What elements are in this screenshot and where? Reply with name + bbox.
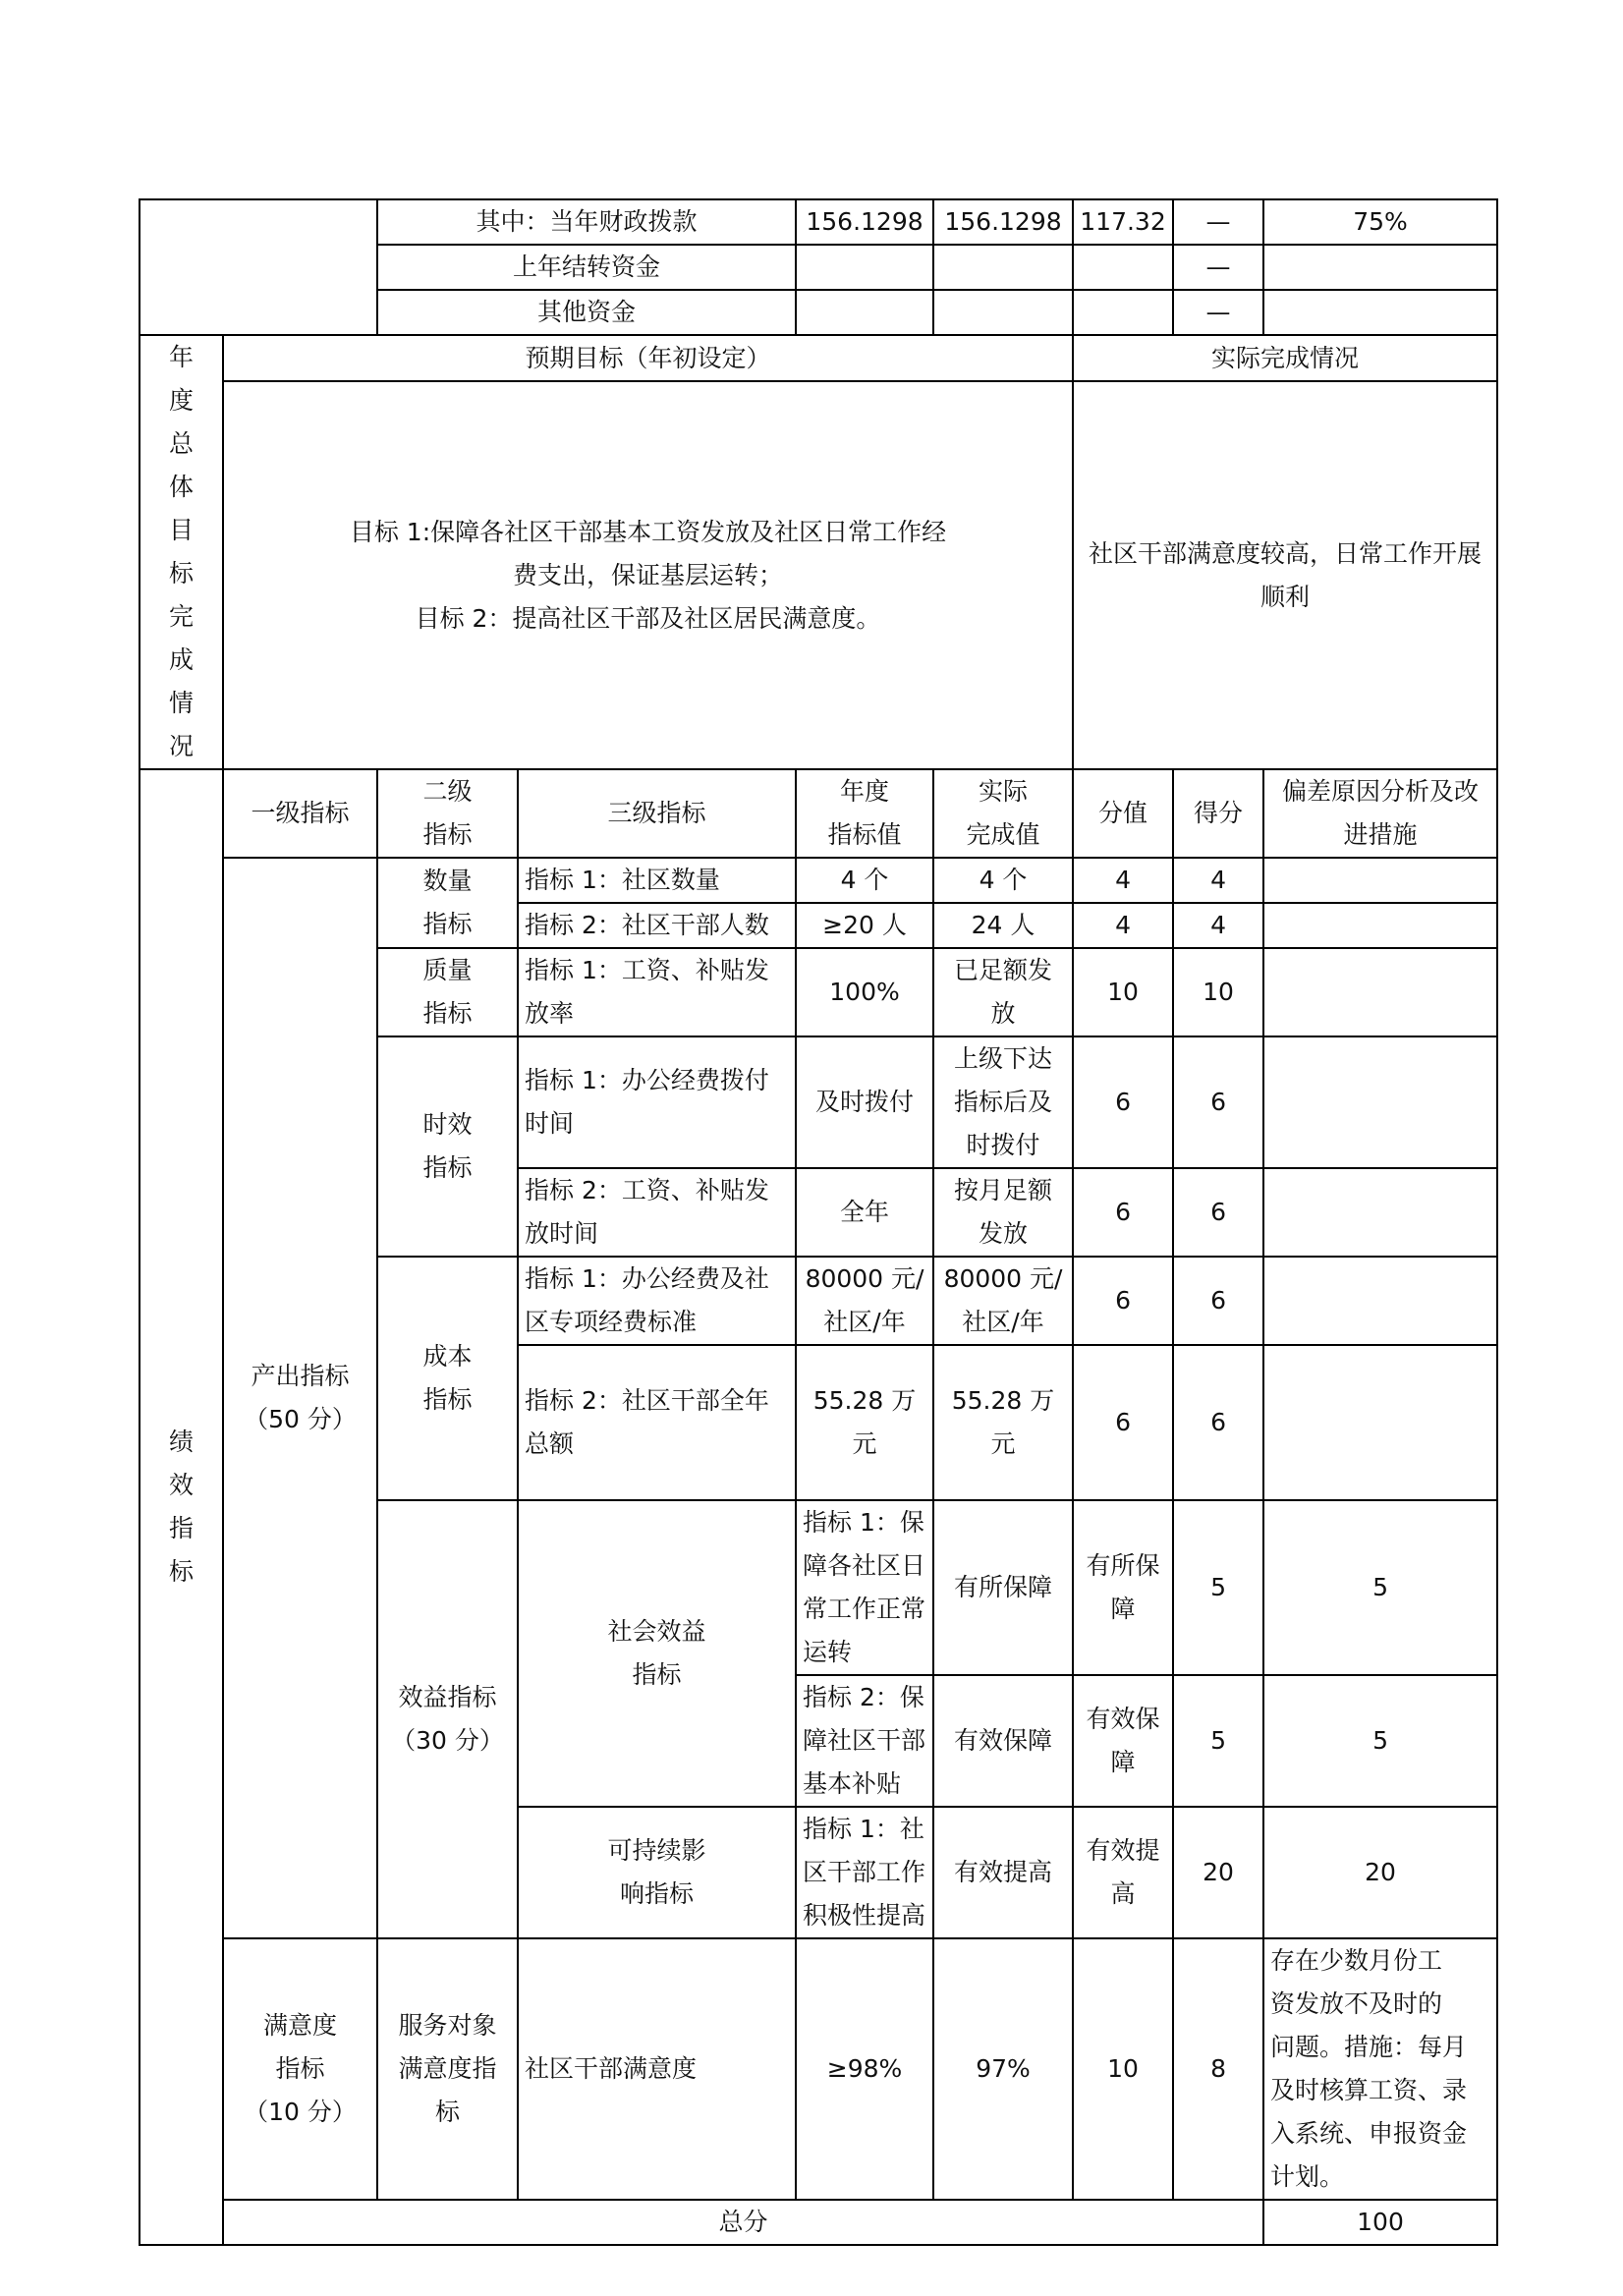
- indicator-actual: 55.28 万 元: [933, 1345, 1073, 1500]
- indicator-actual: 有所保障: [1073, 1500, 1173, 1675]
- table-row: [140, 858, 1497, 903]
- funding-row: [140, 199, 1497, 245]
- indicator-name: 指标 2：社区干部全年 总额: [518, 1345, 796, 1500]
- indicator-name: 指标 2：保障社区干部 基本补贴: [796, 1675, 933, 1807]
- indicator-target: 4 个: [796, 858, 933, 903]
- expected-goal-header: 预期目标（年初设定）: [223, 335, 1073, 381]
- social-benefit-label: 社会效益 指标: [518, 1500, 796, 1807]
- indicator-value: 6: [1073, 1168, 1173, 1257]
- indicator-target: 有效提高: [933, 1807, 1073, 1938]
- deviation-analysis: 存在少数月份工 资发放不及时的 问题。措施：每月 及时核算工资、录 入系统、申报资金 计划。: [1263, 1938, 1497, 2200]
- indicator-actual: 按月足额 发放: [933, 1168, 1073, 1257]
- indicator-value: 4: [1073, 858, 1173, 903]
- funding-cell: [1263, 290, 1497, 335]
- performance-table: [139, 198, 1498, 2246]
- indicator-deviation: [1263, 948, 1497, 1036]
- indicator-score: 4: [1173, 903, 1263, 948]
- indicator-deviation: [1263, 903, 1497, 948]
- indicator-target: 全年: [796, 1168, 933, 1257]
- indicator-actual: 24 人: [933, 903, 1073, 948]
- cost-indicator-label: 成本 指标: [377, 1257, 518, 1500]
- indicator-value: 10: [1073, 1938, 1173, 2200]
- indicator-deviation: [1263, 1257, 1497, 1345]
- performance-label: 绩 效 指 标: [140, 769, 223, 2245]
- indicator-name: 指标 1：社区数量: [518, 858, 796, 903]
- indicator-score: 4: [1173, 858, 1263, 903]
- header-level1: 一级指标: [223, 769, 377, 858]
- funding-cell: 117.32: [1073, 199, 1173, 245]
- indicator-value: 20: [1173, 1807, 1263, 1938]
- total-row: [140, 2200, 1497, 2245]
- indicator-score: 6: [1173, 1257, 1263, 1345]
- funding-cell: —: [1173, 290, 1263, 335]
- quantity-indicator-label: 数量 指标: [377, 858, 518, 948]
- indicator-actual: 4 个: [933, 858, 1073, 903]
- indicator-target: 有效保障: [933, 1675, 1073, 1807]
- indicator-score: 8: [1173, 1938, 1263, 2200]
- indicator-deviation: [1263, 858, 1497, 903]
- actual-completion-header: 实际完成情况: [1073, 335, 1497, 381]
- funding-cell: [796, 290, 933, 335]
- indicator-value: 5: [1173, 1675, 1263, 1807]
- header-actual-value: 实际 完成值: [933, 769, 1073, 858]
- quality-indicator-label: 质量 指标: [377, 948, 518, 1036]
- indicator-actual: 已足额发 放: [933, 948, 1073, 1036]
- indicator-header-row: [140, 769, 1497, 858]
- indicator-actual: 80000 元/ 社区/年: [933, 1257, 1073, 1345]
- indicator-value: 10: [1073, 948, 1173, 1036]
- funding-blank-cell: [140, 199, 377, 335]
- header-score: 得分: [1173, 769, 1263, 858]
- funding-cell: [1073, 245, 1173, 290]
- table-row: [140, 1938, 1497, 2200]
- indicator-name: 指标 2：工资、补贴发 放时间: [518, 1168, 796, 1257]
- indicator-actual: 97%: [933, 1938, 1073, 2200]
- indicator-value: 5: [1173, 1500, 1263, 1675]
- expected-goal-text: 目标 1:保障各社区干部基本工资发放及社区日常工作经 费支出，保证基层运转； 目标 2：提高社区干部及社区居民满意度。: [223, 381, 1073, 769]
- funding-label: 上年结转资金: [377, 245, 796, 290]
- indicator-score: 5: [1263, 1500, 1497, 1675]
- indicator-name: 指标 1：保障各社区日 常工作正常运转: [796, 1500, 933, 1675]
- header-score-value: 分值: [1073, 769, 1173, 858]
- indicator-target: ≥98%: [796, 1938, 933, 2200]
- indicator-value: 6: [1073, 1036, 1173, 1168]
- funding-cell: [796, 245, 933, 290]
- indicator-target: 55.28 万 元: [796, 1345, 933, 1500]
- indicator-name: 指标 1：工资、补贴发 放率: [518, 948, 796, 1036]
- indicator-score: 6: [1173, 1345, 1263, 1500]
- goal-header-row: [140, 335, 1497, 381]
- satisfaction-indicator-label: 满意度 指标 （10 分）: [223, 1938, 377, 2200]
- funding-cell: [933, 290, 1073, 335]
- indicator-value: 6: [1073, 1345, 1173, 1500]
- indicator-target: ≥20 人: [796, 903, 933, 948]
- funding-cell: [933, 245, 1073, 290]
- timeliness-indicator-label: 时效 指标: [377, 1036, 518, 1257]
- indicator-actual: 上级下达 指标后及 时拨付: [933, 1036, 1073, 1168]
- indicator-deviation: [1263, 1168, 1497, 1257]
- total-label: 总分: [223, 2200, 1263, 2245]
- indicator-target: 及时拨付: [796, 1036, 933, 1168]
- benefit-indicator-label: 效益指标 （30 分）: [377, 1500, 518, 1938]
- indicator-score: 10: [1173, 948, 1263, 1036]
- indicator-actual: 有效提高: [1073, 1807, 1173, 1938]
- indicator-deviation: [1263, 1345, 1497, 1500]
- header-level2: 二级 指标: [377, 769, 518, 858]
- indicator-name: 指标 2：社区干部人数: [518, 903, 796, 948]
- indicator-target: 100%: [796, 948, 933, 1036]
- funding-cell: —: [1173, 199, 1263, 245]
- header-deviation: 偏差原因分析及改 进措施: [1263, 769, 1497, 858]
- funding-cell: [1073, 290, 1173, 335]
- indicator-name: 指标 1：办公经费及社 区专项经费标准: [518, 1257, 796, 1345]
- indicator-score: 6: [1173, 1036, 1263, 1168]
- total-value: 100: [1263, 2200, 1497, 2245]
- funding-cell: —: [1173, 245, 1263, 290]
- goal-content-row: [140, 381, 1497, 769]
- indicator-name: 社区干部满意度: [518, 1938, 796, 2200]
- annual-goal-label: 年 度 总 体 目 标 完 成 情 况: [140, 335, 223, 769]
- funding-cell: 75%: [1263, 199, 1497, 245]
- indicator-name: 指标 1：社区干部工作 积极性提高: [796, 1807, 933, 1938]
- indicator-name: 指标 1：办公经费拨付 时间: [518, 1036, 796, 1168]
- indicator-target: 有所保障: [933, 1500, 1073, 1675]
- indicator-score: 20: [1263, 1807, 1497, 1938]
- indicator-deviation: [1263, 1036, 1497, 1168]
- sustainable-impact-label: 可持续影 响指标: [518, 1807, 796, 1938]
- indicator-actual: 有效保障: [1073, 1675, 1173, 1807]
- indicator-value: 4: [1073, 903, 1173, 948]
- actual-completion-text: 社区干部满意度较高，日常工作开展顺利: [1073, 381, 1497, 769]
- indicator-target: 80000 元/ 社区/年: [796, 1257, 933, 1345]
- output-indicator-label: 产出指标 （50 分）: [223, 858, 377, 1938]
- funding-cell: [1263, 245, 1497, 290]
- funding-cell: 156.1298: [796, 199, 933, 245]
- funding-label: 其他资金: [377, 290, 796, 335]
- funding-label: 其中：当年财政拨款: [377, 199, 796, 245]
- indicator-score: 5: [1263, 1675, 1497, 1807]
- service-satisfaction-label: 服务对象 满意度指 标: [377, 1938, 518, 2200]
- indicator-score: 6: [1173, 1168, 1263, 1257]
- funding-cell: 156.1298: [933, 199, 1073, 245]
- header-level3: 三级指标: [518, 769, 796, 858]
- header-annual-target: 年度 指标值: [796, 769, 933, 858]
- indicator-value: 6: [1073, 1257, 1173, 1345]
